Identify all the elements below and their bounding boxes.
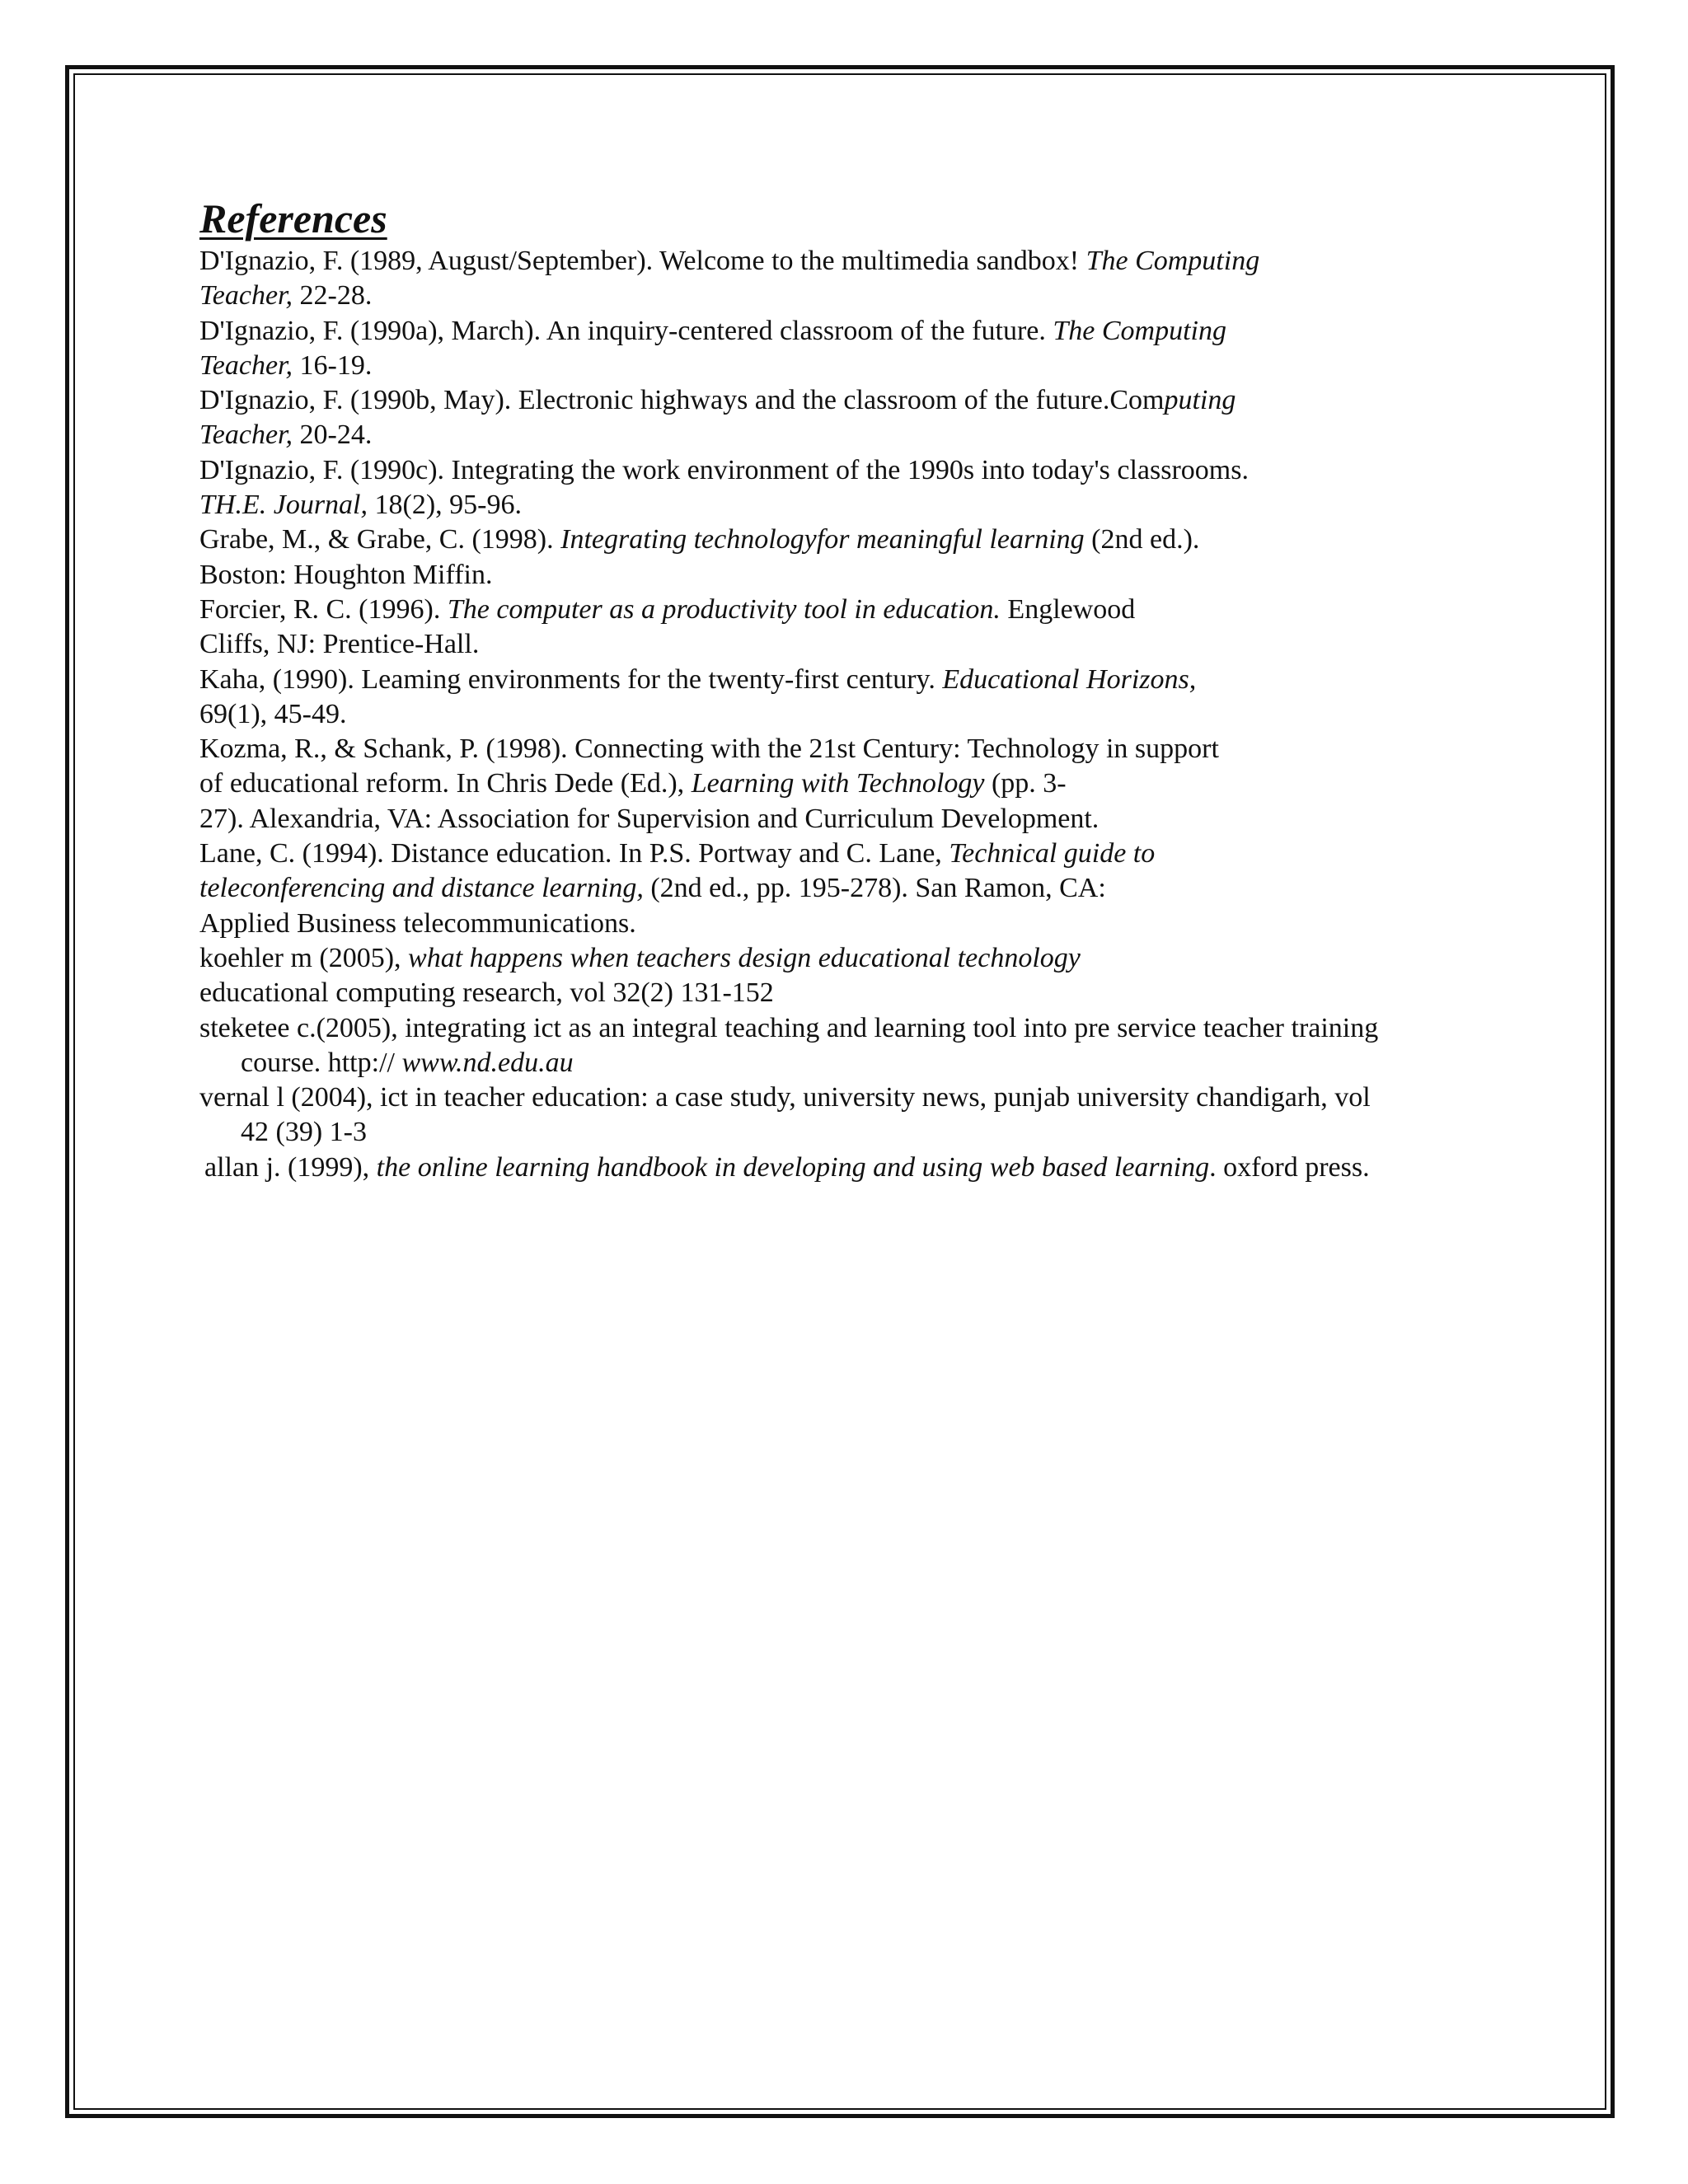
reference-text: D'Ignazio, F. (1990b, May). Electronic highways and the classroom of the future.Com: [199, 385, 1165, 416]
reference-text: 22-28.: [293, 280, 373, 312]
reference-italic-text: TH.E. Journal,: [199, 490, 368, 521]
reference-line: [199, 697, 1502, 732]
reference-text: D'Ignazio, F. (1989, August/September). Welcome to the multimedia sandbox!: [199, 246, 1086, 276]
reference-text: koehler m (2005),: [199, 942, 409, 973]
reference-line: [199, 523, 1502, 557]
reference-italic-text: puting: [1164, 385, 1236, 416]
reference-entry: [199, 244, 1502, 314]
reference-list: [199, 244, 1502, 1185]
reference-text: of educational reform. In Chris Dede (Ed.),: [199, 768, 692, 799]
reference-line: [199, 244, 1502, 279]
reference-text: 16-19.: [293, 349, 373, 381]
reference-line: [199, 871, 1502, 906]
reference-italic-text: The Computing: [1053, 315, 1226, 346]
reference-text: (2nd ed.).: [1084, 524, 1200, 555]
reference-italic-text: Educational Horizons,: [942, 663, 1197, 695]
reference-text: 69(1), 45-49.: [199, 698, 347, 729]
reference-text: Boston: Houghton Miffin.: [199, 559, 493, 590]
document-body: [199, 194, 1502, 1185]
reference-entry: [199, 1080, 1502, 1151]
reference-text: 27). Alexandria, VA: Association for Supervision and Curriculum Development.: [199, 803, 1100, 834]
reference-text: Kozma, R., & Schank, P. (1998). Connecting with the 21st Century: Technology in support: [199, 733, 1219, 765]
reference-line: [199, 1151, 1502, 1185]
reference-entry: [199, 663, 1502, 733]
reference-italic-text: Integrating technologyfor meaningful learning: [560, 524, 1085, 555]
reference-italic-text: www.nd.edu.au: [401, 1047, 574, 1078]
reference-line: [199, 383, 1502, 418]
reference-text: Cliffs, NJ: Prentice-Hall.: [199, 629, 480, 660]
reference-line: [199, 349, 1502, 383]
reference-text: educational computing research, vol 32(2) 131-152: [199, 977, 774, 1009]
reference-text: Lane, C. (1994). Distance education. In P.S. Portway and C. Lane,: [199, 838, 950, 869]
reference-line: [199, 418, 1502, 452]
reference-line: [199, 1115, 1502, 1150]
reference-text: course. http://: [241, 1047, 402, 1078]
reference-text: Applied Business telecommunications.: [199, 907, 636, 939]
reference-line: [199, 279, 1502, 313]
reference-italic-text: The Computing: [1085, 246, 1260, 276]
reference-line: [199, 627, 1502, 662]
reference-italic-text: what happens when teachers design educational technology: [408, 942, 1081, 973]
reference-text: Grabe, M., & Grabe, C. (1998).: [199, 524, 561, 555]
reference-line: [199, 1080, 1502, 1115]
reference-line: [199, 802, 1502, 837]
reference-italic-text: Teacher,: [199, 419, 293, 451]
reference-line: [199, 488, 1502, 523]
reference-entry: [199, 453, 1502, 523]
reference-italic-text: teleconferencing and distance learning,: [199, 873, 644, 904]
reference-line: [199, 732, 1502, 766]
reference-text: 18(2), 95-96.: [368, 490, 522, 521]
reference-text: vernal l (2004), ict in teacher education: a case study, university news, punjab university chandigarh, vol: [199, 1082, 1371, 1113]
reference-text: allan j. (1999),: [204, 1151, 377, 1183]
reference-entry: [199, 523, 1502, 593]
reference-entry: [199, 837, 1502, 941]
reference-line: [199, 1011, 1502, 1046]
reference-text: Forcier, R. C. (1996).: [199, 593, 448, 625]
reference-text: 20-24.: [293, 419, 373, 451]
reference-text: Kaha, (1990). Leaming environments for the twenty-first century.: [199, 663, 943, 695]
reference-line: [199, 314, 1502, 349]
reference-text: (2nd ed., pp. 195-278). San Ramon, CA:: [643, 873, 1106, 904]
reference-line: [199, 976, 1502, 1010]
reference-line: [199, 593, 1502, 627]
reference-line: [199, 837, 1502, 871]
reference-text: . oxford press.: [1209, 1151, 1370, 1183]
reference-entry: [199, 1151, 1502, 1185]
page-title: References: [199, 195, 387, 241]
reference-text: steketee c.(2005), integrating ict as an integral teaching and learning tool into pre service teacher training: [199, 1012, 1379, 1043]
reference-line: [199, 453, 1502, 488]
reference-line: [199, 663, 1502, 697]
reference-entry: [199, 314, 1502, 384]
reference-line: [199, 766, 1502, 801]
reference-text: 42 (39) 1-3: [241, 1117, 367, 1148]
reference-italic-text: the online learning handbook in developing and using web based learning: [376, 1151, 1210, 1183]
reference-text: (pp. 3-: [984, 768, 1067, 799]
reference-text: D'Ignazio, F. (1990a), March). An inquiry-centered classroom of the future.: [199, 315, 1053, 346]
reference-italic-text: Teacher,: [199, 349, 293, 381]
reference-text: Englewood: [1000, 593, 1136, 625]
reference-italic-text: The computer as a productivity tool in education.: [447, 593, 1001, 625]
reference-italic-text: Teacher,: [199, 280, 293, 312]
reference-entry: [199, 593, 1502, 663]
reference-entry: [199, 383, 1502, 453]
reference-entry: [199, 941, 1502, 1011]
reference-entry: [199, 732, 1502, 837]
reference-line: [199, 907, 1502, 941]
reference-line: [199, 1046, 1502, 1080]
reference-entry: [199, 1011, 1502, 1081]
reference-italic-text: Technical guide to: [949, 838, 1156, 869]
reference-italic-text: Learning with Technology: [691, 768, 985, 799]
reference-line: [199, 941, 1502, 976]
reference-text: D'Ignazio, F. (1990c). Integrating the work environment of the 1990s into today's classrooms.: [199, 454, 1249, 485]
reference-line: [199, 558, 1502, 593]
